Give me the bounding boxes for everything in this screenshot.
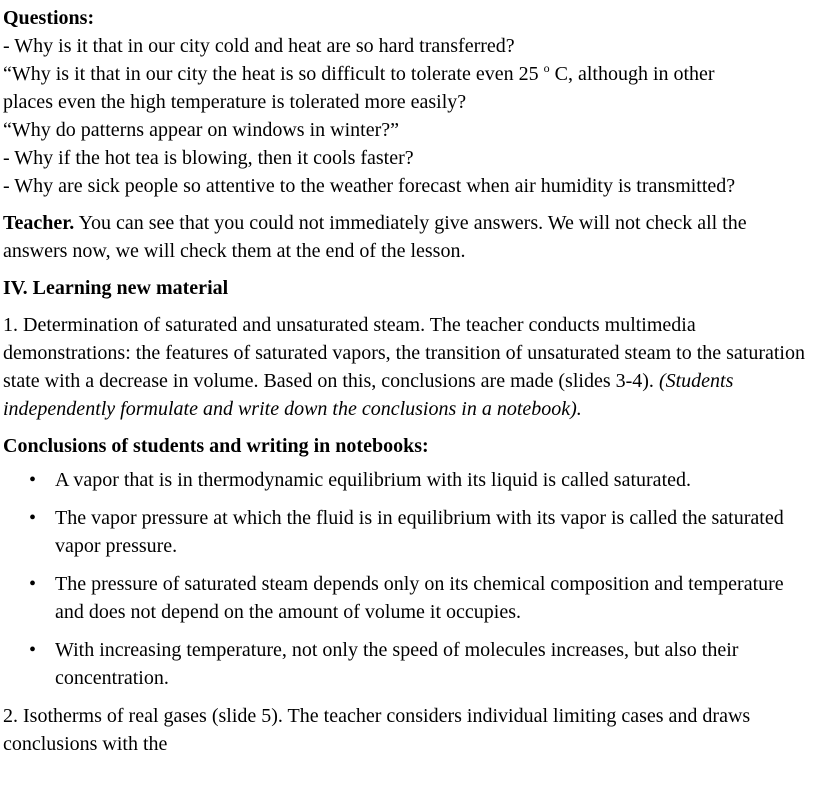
section-heading: IV. Learning new material (3, 277, 229, 299)
list-item-text: The vapor pressure at which the fluid is in equilibrium with its vapor is called the saturated vapor pressure. (55, 507, 784, 557)
list-item (3, 636, 807, 692)
question-text: “Why is it that in our city the heat is so difficult to tolerate even 25 (3, 63, 539, 85)
teacher-text: You can see that you could not immediately give answers. We will not check all the answers now, we will check them at the end of the lesson. (3, 212, 747, 262)
list-item (3, 466, 807, 494)
list-item-text: With increasing temperature, not only the speed of molecules increases, but also their concentration. (55, 639, 739, 689)
question-text-tail: C, although in other (549, 63, 715, 85)
bullet-icon: • (29, 469, 37, 491)
bullet-icon: • (29, 639, 37, 661)
question-item: - Why are sick people so attentive to the weather forecast when air humidity is transmitted? (3, 175, 736, 197)
list-item-text: A vapor that is in thermodynamic equilibrium with its liquid is called saturated. (55, 469, 691, 491)
bullet-icon: • (29, 573, 37, 595)
question-item: “Why do patterns appear on windows in winter?” (3, 119, 399, 141)
question-item (3, 60, 807, 88)
question-item: places even the high temperature is tolerated more easily? (3, 91, 467, 113)
paragraph-text: 1. Determination of saturated and unsaturated steam. The teacher conducts multimedia demonstrations: the features of saturated vapors, the transition of unsaturated steam to the saturation state with a decrease in volume. Based on this, conclusions are made (slides 3-4). (3, 314, 805, 392)
question-item: - Why is it that in our city cold and heat are so hard transferred? (3, 35, 515, 57)
list-item-text: The pressure of saturated steam depends only on its chemical composition and temperature and does not depend on the amount of volume it occupies. (55, 573, 784, 623)
list-item (3, 570, 807, 626)
paragraph-isotherms: 2. Isotherms of real gases (slide 5). The teacher considers individual limiting cases and draws conclusions with the (3, 705, 751, 755)
bullet-icon: • (29, 507, 37, 529)
list-item (3, 504, 807, 560)
questions-heading: Questions: (3, 7, 95, 29)
teacher-label: Teacher. (3, 212, 75, 234)
question-item: - Why if the hot tea is blowing, then it cools faster? (3, 147, 414, 169)
conclusions-list (3, 466, 807, 692)
teacher-paragraph (3, 209, 807, 265)
conclusions-heading: Conclusions of students and writing in notebooks: (3, 435, 429, 457)
paragraph-saturated-steam (3, 311, 807, 423)
questions-list (3, 32, 807, 200)
paragraph-italic-note: (Students independently formulate and write down the conclusions in a notebook). (3, 370, 734, 420)
degree-symbol: o (543, 61, 550, 75)
